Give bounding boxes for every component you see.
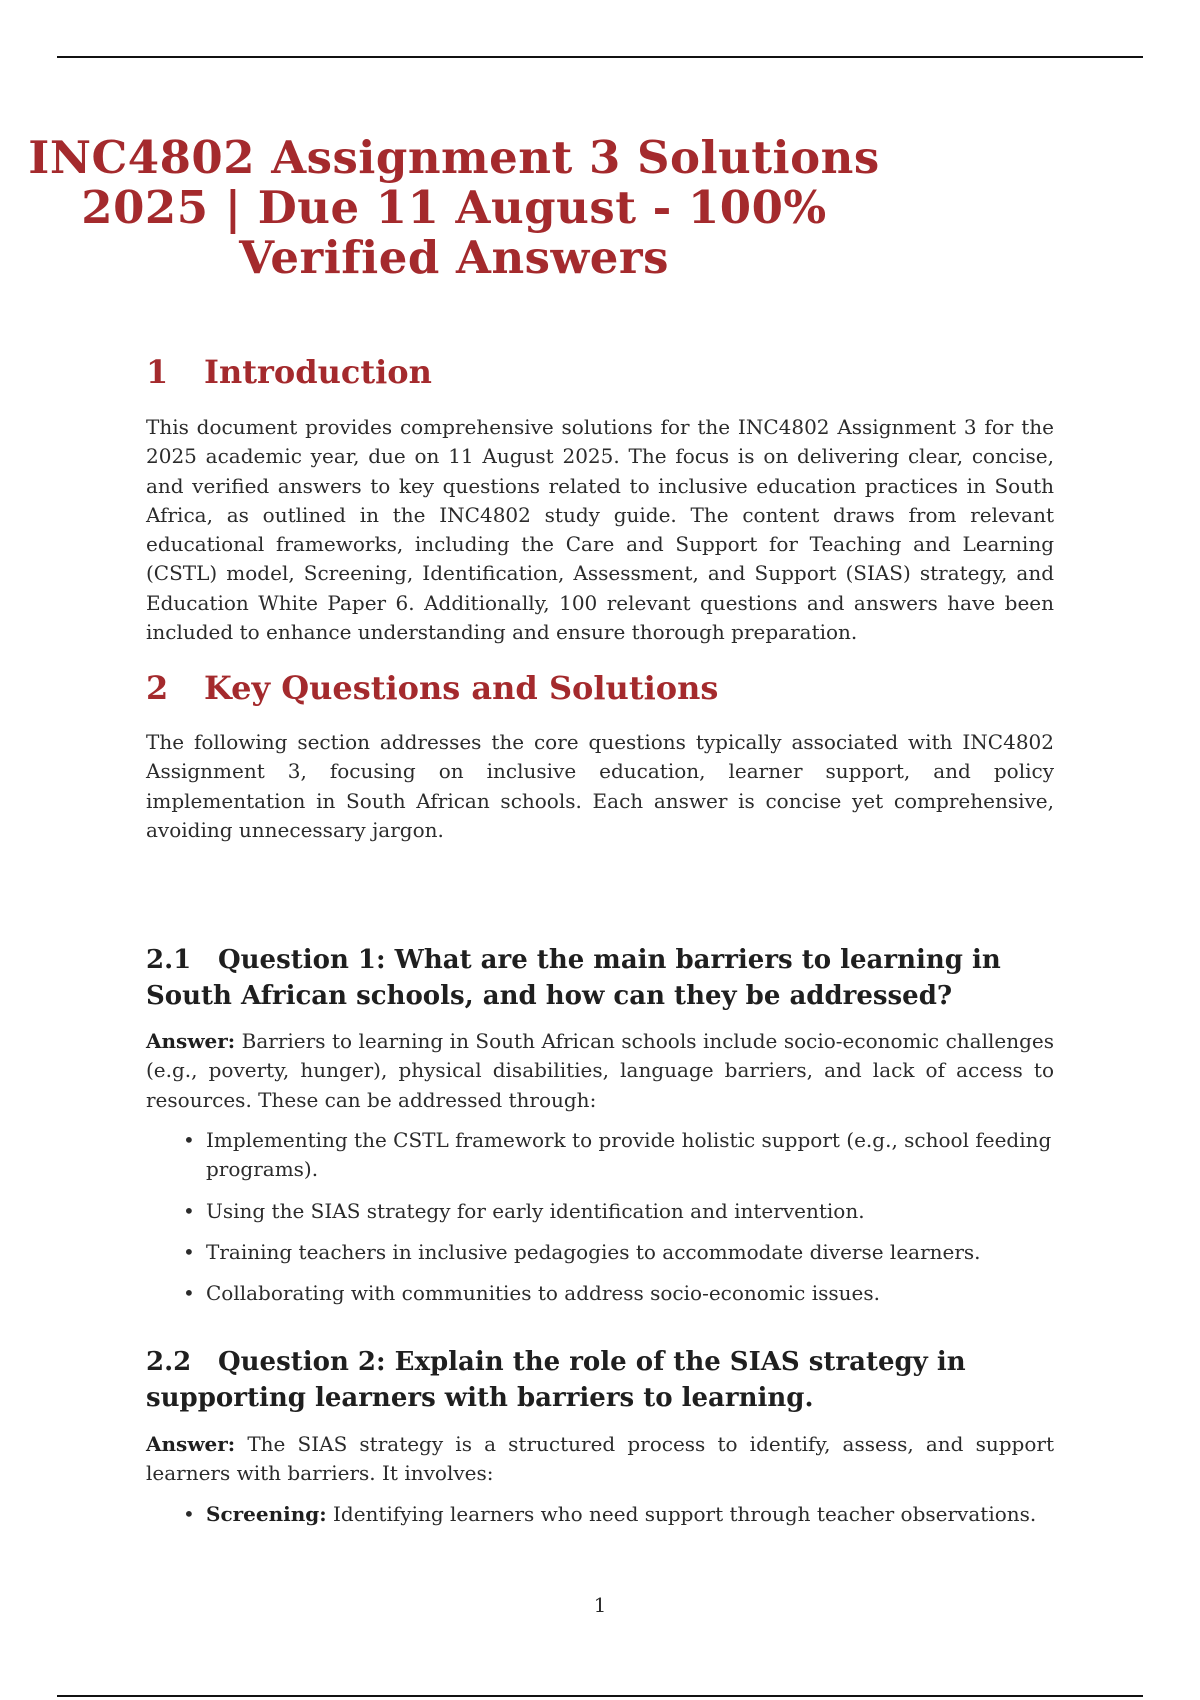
- list-item: • Implementing the CSTL framework to provide holistic support (e.g., school feeding programs).: [146, 1126, 1054, 1185]
- bottom-rule: [57, 1695, 1143, 1697]
- section-heading-introduction: [146, 352, 432, 392]
- question-1-answer: [146, 1027, 1054, 1115]
- answer-text: Barriers to learning in South African schools include socio-economic challenges (e.g., poverty, hunger), physical disabilities, language barriers, and lack of access to resources. These can be addressed through:: [146, 1029, 1054, 1112]
- list-item: [146, 1500, 1054, 1529]
- question-number: 2.2: [146, 1347, 192, 1377]
- section-number: 2: [146, 669, 169, 707]
- question-title: Question 1: What are the main barriers to learning in South African schools, and how can they be addressed?: [146, 945, 1001, 1011]
- section-title: Introduction: [204, 353, 432, 391]
- list-item: • Using the SIAS strategy for early identification and intervention.: [146, 1197, 1054, 1226]
- question-2-heading: [146, 1344, 1054, 1416]
- list-item: • Training teachers in inclusive pedagogies to accommodate diverse learners.: [146, 1238, 1054, 1267]
- bullet-term: Screening:: [206, 1502, 327, 1526]
- section-number: 1: [146, 353, 169, 391]
- answer-label: Answer:: [146, 1432, 236, 1456]
- section-heading-key-questions: [146, 668, 718, 708]
- section-title: Key Questions and Solutions: [204, 669, 719, 707]
- answer-text: The SIAS strategy is a structured process to identify, assess, and support learners with barriers. It involves:: [146, 1432, 1054, 1486]
- list-item: • Collaborating with communities to address socio-economic issues.: [146, 1279, 1054, 1308]
- introduction-paragraph: This document provides comprehensive solutions for the INC4802 Assignment 3 for the 2025 academic year, due on 11 August 2025. The focus is on delivering clear, concise, and verified answers to key questions related to inclusive education practices in South Africa, as outlined in the INC4802 study guide. The content draws from relevant educational frameworks, including the Care and Support for Teaching and Learning (CSTL) model, Screening, Identification, Assessment, and Support (SIAS) strategy, and Education White Paper 6. Additionally, 100 relevant questions and answers have been included to enhance understanding and ensure thorough preparation.: [146, 415, 1054, 645]
- bullet-text: Identifying learners who need support through teacher observations.: [333, 1502, 1037, 1526]
- title-line-2: 2025 | Due 11 August - 100%: [81, 181, 827, 234]
- question-2-bullet-list: [146, 1500, 1054, 1541]
- question-1-bullet-list: [146, 1126, 1054, 1320]
- top-rule: [57, 56, 1143, 58]
- question-number: 2.1: [146, 945, 192, 975]
- question-title: Question 2: Explain the role of the SIAS strategy in supporting learners with barriers to learning.: [146, 1347, 966, 1413]
- question-2-answer: [146, 1430, 1054, 1489]
- page-number: 1: [593, 1593, 607, 1617]
- question-1-heading: [146, 942, 1054, 1014]
- title-line-1: INC4802 Assignment 3 Solutions: [28, 131, 880, 184]
- title-line-3: Verified Answers: [239, 231, 669, 284]
- key-questions-paragraph: The following section addresses the core questions typically associated with INC4802 Assignment 3, focusing on inclusive education, learner support, and policy implementation in South African schools. Each answer is concise yet comprehensive, avoiding unnecessary jargon.: [146, 730, 1054, 842]
- document-title: [0, 133, 1054, 283]
- answer-label: Answer:: [146, 1029, 236, 1053]
